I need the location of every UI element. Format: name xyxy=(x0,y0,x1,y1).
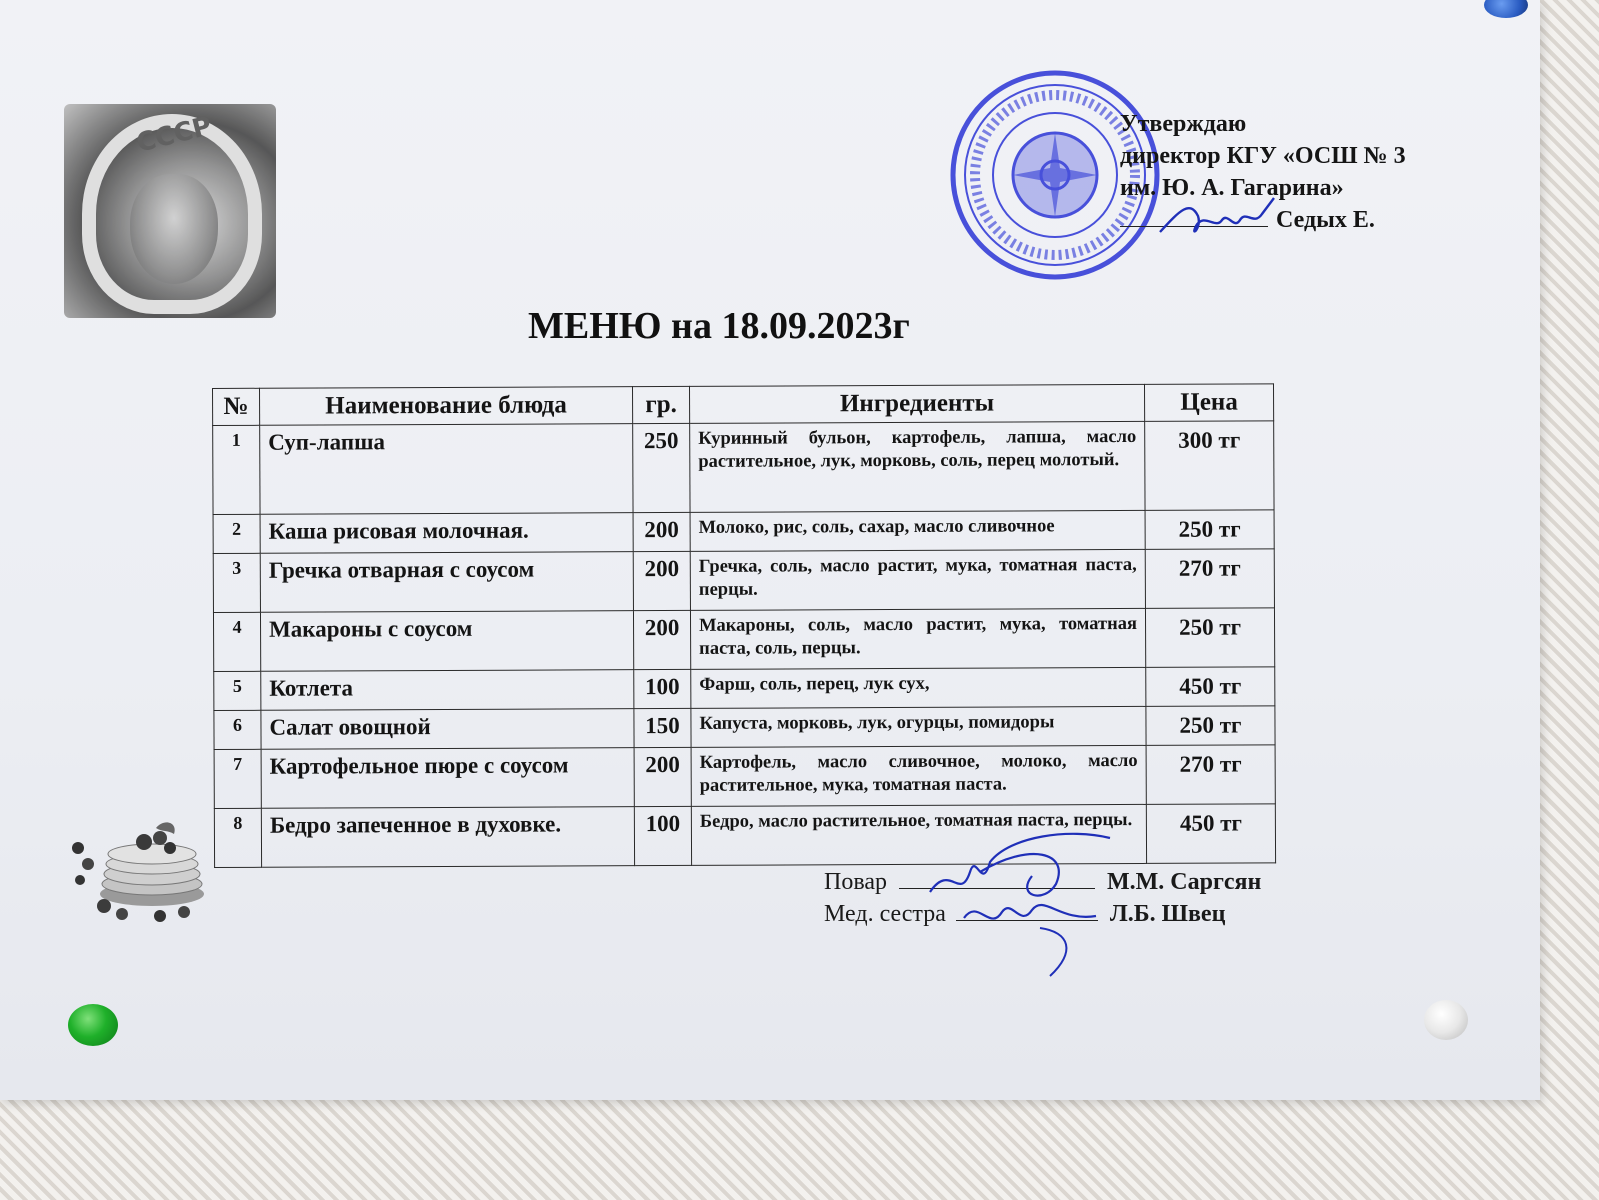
menu-table xyxy=(212,383,1276,868)
dish-name: Суп-лапша xyxy=(260,424,633,515)
row-number: 1 xyxy=(213,425,260,514)
table-row xyxy=(214,745,1275,809)
dish-grams: 100 xyxy=(634,806,691,865)
col-number: № xyxy=(213,388,260,425)
dish-grams: 150 xyxy=(634,708,691,747)
row-number: 7 xyxy=(214,749,261,808)
dish-ingredients: Макароны, соль, масло растит, мука, томатная паста, соль, перцы. xyxy=(690,608,1145,669)
table-row xyxy=(213,549,1274,613)
pancakes-illustration xyxy=(60,808,220,928)
dish-ingredients: Фарш, соль, перец, лук сух, xyxy=(691,667,1146,708)
dish-ingredients: Куринный бульон, картофель, лапша, масло растительное, лук, морковь, соль, перец молотый. xyxy=(690,421,1145,512)
row-number: 8 xyxy=(214,808,261,867)
dish-name: Котлета xyxy=(261,670,634,711)
dish-price: 450 тг xyxy=(1146,667,1275,707)
row-number: 2 xyxy=(213,514,260,553)
table-header-row xyxy=(213,384,1274,426)
dish-grams: 200 xyxy=(634,747,691,806)
col-ingredients: Ингредиенты xyxy=(689,384,1144,423)
dish-name: Гречка отварная с соусом xyxy=(260,552,633,613)
dish-name: Картофельное пюре с соусом xyxy=(261,748,634,809)
dish-name: Салат овощной xyxy=(261,709,634,750)
dish-grams: 200 xyxy=(633,512,690,551)
white-push-pin xyxy=(1424,1000,1468,1040)
table-row xyxy=(213,510,1274,554)
page-title: МЕНЮ на 18.09.2023г xyxy=(528,305,910,347)
cook-name: М.М. Саргсян xyxy=(1107,869,1262,895)
face-shape xyxy=(130,174,218,284)
dish-grams: 250 xyxy=(633,423,690,512)
table-row xyxy=(214,667,1275,711)
col-dish-name: Наименование блюда xyxy=(260,387,633,426)
dish-ingredients: Капуста, морковь, лук, огурцы, помидоры xyxy=(691,706,1146,747)
dish-price: 450 тг xyxy=(1146,804,1275,864)
nurse-name: Л.Б. Швец xyxy=(1109,901,1226,927)
director-signature xyxy=(1150,190,1280,250)
approval-school: им. Ю. А. Гагарина» xyxy=(1120,175,1344,201)
dish-price: 250 тг xyxy=(1146,706,1275,746)
dish-price: 300 тг xyxy=(1145,421,1274,511)
dish-ingredients: Молоко, рис, соль, сахар, масло сливочное xyxy=(690,510,1145,551)
gagarin-photo xyxy=(64,104,276,318)
approval-heading: Утверждаю xyxy=(1120,111,1247,137)
blue-push-pin xyxy=(1484,0,1528,18)
approval-position: директор КГУ «ОСШ № 3 xyxy=(1120,143,1406,169)
dish-grams: 200 xyxy=(633,610,690,669)
row-number: 3 xyxy=(213,553,260,612)
approval-signer: Седых Е. xyxy=(1276,207,1375,233)
nurse-role: Мед. сестра xyxy=(824,901,946,927)
dish-price: 250 тг xyxy=(1145,510,1274,550)
table-row xyxy=(213,421,1274,515)
dish-price: 270 тг xyxy=(1145,549,1274,609)
table-row xyxy=(213,608,1274,672)
dish-price: 250 тг xyxy=(1145,608,1274,668)
dish-ingredients: Гречка, соль, масло растит, мука, томатная паста, перцы. xyxy=(690,549,1145,610)
dish-name: Бедро запеченное в духовке. xyxy=(261,807,634,868)
dish-name: Каша рисовая молочная. xyxy=(260,513,633,554)
col-price: Цена xyxy=(1144,384,1273,422)
row-number: 5 xyxy=(214,671,261,710)
row-number: 6 xyxy=(214,710,261,749)
staff-handwritten-signature xyxy=(920,832,1120,982)
dish-ingredients: Бедро, масло растительное, томатная паста, перцы. xyxy=(691,804,1146,865)
row-number: 4 xyxy=(213,612,260,671)
dish-name: Макароны с соусом xyxy=(260,611,633,672)
dish-grams: 200 xyxy=(633,551,690,610)
dish-price: 270 тг xyxy=(1146,745,1275,805)
dish-grams: 100 xyxy=(634,669,691,708)
green-push-pin xyxy=(68,1004,118,1046)
cook-role: Повар xyxy=(824,869,887,895)
helmet-lettering: СССР xyxy=(133,111,215,159)
table-row xyxy=(214,706,1275,750)
col-grams: гр. xyxy=(632,386,689,423)
dish-ingredients: Картофель, масло сливочное, молоко, масло растительное, мука, томатная паста. xyxy=(691,745,1146,806)
